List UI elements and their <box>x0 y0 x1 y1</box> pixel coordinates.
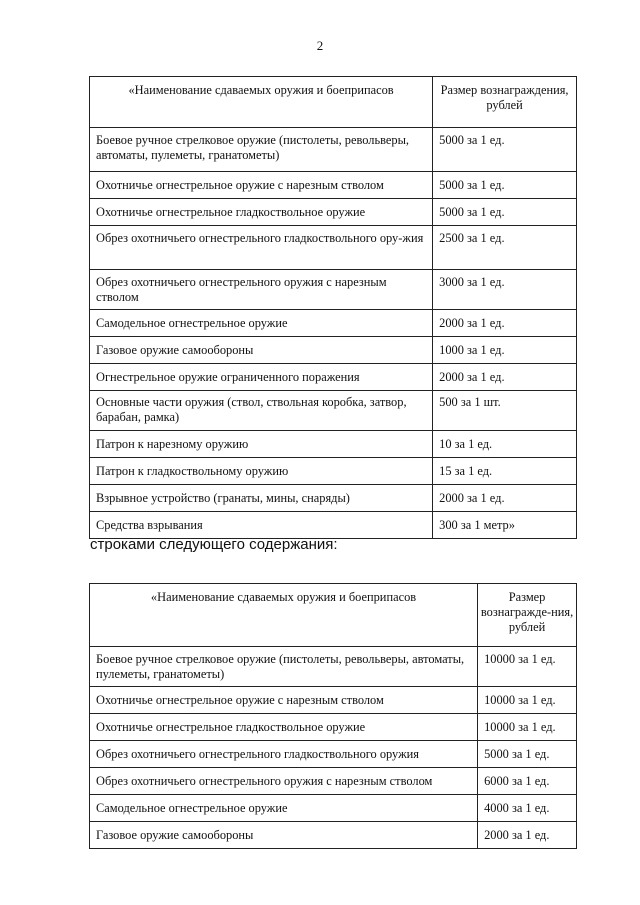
table-row <box>90 647 577 687</box>
page-number: 2 <box>316 38 324 53</box>
reward-cell: 2000 за 1 ед. <box>433 485 577 512</box>
weapon-name-cell: Газовое оружие самообороны <box>90 822 478 849</box>
reward-cell: 10000 за 1 ед. <box>478 687 577 714</box>
weapon-name-cell: Охотничье огнестрельное гладкоствольное оружие <box>90 714 478 741</box>
reward-cell: 2000 за 1 ед. <box>478 822 577 849</box>
table-row <box>90 822 577 849</box>
header-reward-size: Размер вознаграждения, рублей <box>433 77 577 128</box>
table-row <box>90 431 577 458</box>
weapon-name-cell: Огнестрельное оружие ограниченного поражения <box>90 364 433 391</box>
weapon-name-cell: Боевое ручное стрелковое оружие (пистолеты, револьверы, автоматы, пулеметы, гранатометы) <box>90 128 433 172</box>
header-reward-size: Размер вознагражде-ния, рублей <box>478 584 577 647</box>
table-row <box>90 714 577 741</box>
weapon-name-cell: Боевое ручное стрелковое оружие (пистолеты, револьверы, автоматы, пулеметы, гранатометы) <box>90 647 478 687</box>
table-row <box>90 795 577 822</box>
table-header-row <box>90 584 577 647</box>
reward-cell: 10000 за 1 ед. <box>478 714 577 741</box>
weapon-name-cell: Патрон к нарезному оружию <box>90 431 433 458</box>
reward-cell: 3000 за 1 ед. <box>433 270 577 310</box>
weapon-name-cell: Самодельное огнестрельное оружие <box>90 795 478 822</box>
table-row <box>90 768 577 795</box>
reward-table-old <box>89 76 577 539</box>
table-row <box>90 128 577 172</box>
reward-cell: 10000 за 1 ед. <box>478 647 577 687</box>
reward-cell: 5000 за 1 ед. <box>433 128 577 172</box>
weapon-name-cell: Охотничье огнестрельное оружие с нарезным стволом <box>90 172 433 199</box>
table-row <box>90 687 577 714</box>
header-weapon-name: «Наименование сдаваемых оружия и боеприпасов <box>90 584 478 647</box>
table-row <box>90 199 577 226</box>
reward-cell: 6000 за 1 ед. <box>478 768 577 795</box>
weapon-name-cell: Основные части оружия (ствол, ствольная коробка, затвор, барабан, рамка) <box>90 391 433 431</box>
reward-cell: 300 за 1 метр» <box>433 512 577 539</box>
table-row <box>90 337 577 364</box>
reward-cell: 5000 за 1 ед. <box>433 199 577 226</box>
weapon-name-cell: Обрез охотничьего огнестрельного гладкоствольного оружия <box>90 741 478 768</box>
weapon-name-cell: Самодельное огнестрельное оружие <box>90 310 433 337</box>
reward-cell: 2000 за 1 ед. <box>433 310 577 337</box>
table-header-row <box>90 77 577 128</box>
reward-cell: 10 за 1 ед. <box>433 431 577 458</box>
table-row <box>90 458 577 485</box>
weapon-name-cell: Обрез охотничьего огнестрельного гладкоствольного ору-жия <box>90 226 433 270</box>
table-row <box>90 741 577 768</box>
header-weapon-name: «Наименование сдаваемых оружия и боеприпасов <box>90 77 433 128</box>
table-row <box>90 364 577 391</box>
table-row <box>90 485 577 512</box>
table-row <box>90 270 577 310</box>
weapon-name-cell: Охотничье огнестрельное гладкоствольное оружие <box>90 199 433 226</box>
table-row <box>90 226 577 270</box>
weapon-name-cell: Охотничье огнестрельное оружие с нарезным стволом <box>90 687 478 714</box>
weapon-name-cell: Обрез охотничьего огнестрельного оружия с нарезным стволом <box>90 270 433 310</box>
table-row <box>90 391 577 431</box>
table-row <box>90 310 577 337</box>
weapon-name-cell: Взрывное устройство (гранаты, мины, снаряды) <box>90 485 433 512</box>
reward-cell: 500 за 1 шт. <box>433 391 577 431</box>
table-row <box>90 172 577 199</box>
reward-cell: 4000 за 1 ед. <box>478 795 577 822</box>
reward-cell: 5000 за 1 ед. <box>478 741 577 768</box>
weapon-name-cell: Обрез охотничьего огнестрельного оружия с нарезным стволом <box>90 768 478 795</box>
reward-cell: 5000 за 1 ед. <box>433 172 577 199</box>
reward-cell: 2000 за 1 ед. <box>433 364 577 391</box>
weapon-name-cell: Газовое оружие самообороны <box>90 337 433 364</box>
weapon-name-cell: Средства взрывания <box>90 512 433 539</box>
reward-cell: 15 за 1 ед. <box>433 458 577 485</box>
intro-text: строками следующего содержания: <box>90 536 338 553</box>
reward-table-new <box>89 583 577 849</box>
reward-cell: 2500 за 1 ед. <box>433 226 577 270</box>
reward-cell: 1000 за 1 ед. <box>433 337 577 364</box>
weapon-name-cell: Патрон к гладкоствольному оружию <box>90 458 433 485</box>
table-row <box>90 512 577 539</box>
